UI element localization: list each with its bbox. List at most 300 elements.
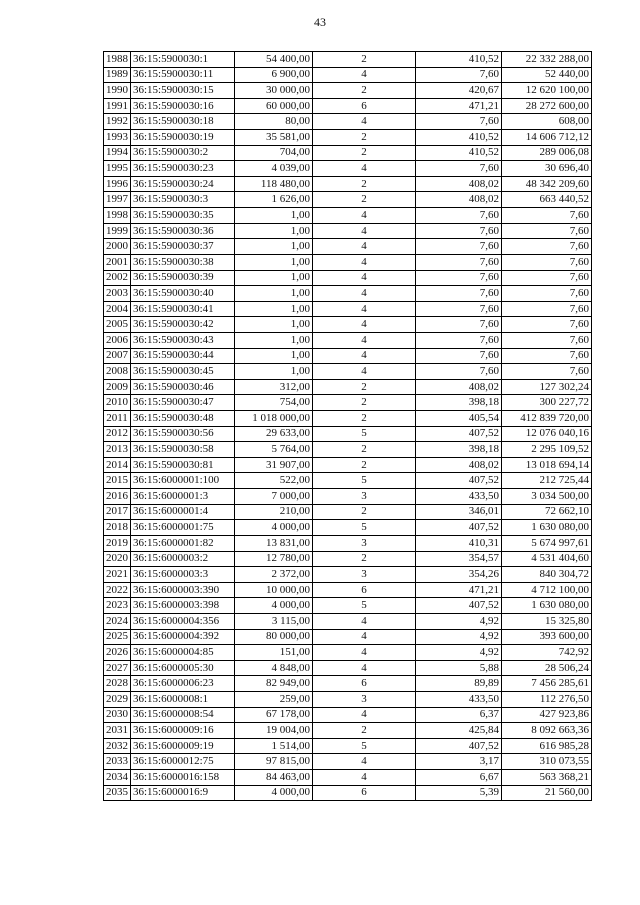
table-row [104, 145, 592, 161]
unit-rate-cell: 346,01 [416, 504, 502, 520]
table-row [104, 254, 592, 270]
cadastral-number-cell: 36:15:5900030:42 [131, 317, 235, 333]
category-code-cell: 4 [313, 707, 416, 723]
area-value-cell: 1,00 [235, 317, 313, 333]
cadastral-number-cell: 36:15:5900030:58 [131, 442, 235, 458]
table-row [104, 223, 592, 239]
row-number-cell: 1995 [104, 161, 131, 177]
area-value-cell: 1,00 [235, 239, 313, 255]
unit-rate-cell: 6,67 [416, 770, 502, 786]
area-value-cell: 54 400,00 [235, 52, 313, 68]
category-code-cell: 2 [313, 442, 416, 458]
unit-rate-cell: 7,60 [416, 348, 502, 364]
row-number-cell: 2008 [104, 364, 131, 380]
table-row [104, 754, 592, 770]
cadastral-number-cell: 36:15:5900030:37 [131, 239, 235, 255]
cadastral-value-cell: 412 839 720,00 [502, 411, 592, 427]
table-row [104, 332, 592, 348]
unit-rate-cell: 7,60 [416, 223, 502, 239]
table-row [104, 520, 592, 536]
table-row [104, 379, 592, 395]
cadastral-number-cell: 36:15:6000008:1 [131, 691, 235, 707]
area-value-cell: 19 004,00 [235, 723, 313, 739]
cadastral-number-cell: 36:15:5900030:47 [131, 395, 235, 411]
unit-rate-cell: 398,18 [416, 442, 502, 458]
category-code-cell: 4 [313, 613, 416, 629]
unit-rate-cell: 4,92 [416, 613, 502, 629]
row-number-cell: 2033 [104, 754, 131, 770]
cadastral-value-cell: 2 295 109,52 [502, 442, 592, 458]
unit-rate-cell: 410,31 [416, 535, 502, 551]
category-code-cell: 2 [313, 504, 416, 520]
area-value-cell: 80,00 [235, 114, 313, 130]
category-code-cell: 4 [313, 770, 416, 786]
cadastral-value-cell: 21 560,00 [502, 785, 592, 801]
unit-rate-cell: 4,92 [416, 629, 502, 645]
unit-rate-cell: 398,18 [416, 395, 502, 411]
table-row [104, 52, 592, 68]
category-code-cell: 2 [313, 83, 416, 99]
row-number-cell: 2018 [104, 520, 131, 536]
category-code-cell: 2 [313, 723, 416, 739]
cadastral-number-cell: 36:15:6000003:3 [131, 567, 235, 583]
area-value-cell: 82 949,00 [235, 676, 313, 692]
area-value-cell: 151,00 [235, 645, 313, 661]
row-number-cell: 2013 [104, 442, 131, 458]
row-number-cell: 2002 [104, 270, 131, 286]
cadastral-number-cell: 36:15:5900030:35 [131, 208, 235, 224]
unit-rate-cell: 408,02 [416, 457, 502, 473]
unit-rate-cell: 471,21 [416, 98, 502, 114]
cadastral-number-cell: 36:15:6000016:158 [131, 770, 235, 786]
table-row [104, 411, 592, 427]
area-value-cell: 80 000,00 [235, 629, 313, 645]
area-value-cell: 754,00 [235, 395, 313, 411]
cadastral-number-cell: 36:15:6000009:16 [131, 723, 235, 739]
cadastral-number-cell: 36:15:6000008:54 [131, 707, 235, 723]
unit-rate-cell: 7,60 [416, 254, 502, 270]
unit-rate-cell: 354,57 [416, 551, 502, 567]
table-row [104, 208, 592, 224]
unit-rate-cell: 407,52 [416, 473, 502, 489]
table-row [104, 83, 592, 99]
area-value-cell: 210,00 [235, 504, 313, 520]
row-number-cell: 2026 [104, 645, 131, 661]
category-code-cell: 4 [313, 67, 416, 83]
category-code-cell: 6 [313, 582, 416, 598]
cadastral-value-cell: 48 342 209,60 [502, 176, 592, 192]
cadastral-number-cell: 36:15:6000001:4 [131, 504, 235, 520]
unit-rate-cell: 6,37 [416, 707, 502, 723]
table-row [104, 738, 592, 754]
table-row [104, 426, 592, 442]
category-code-cell: 5 [313, 426, 416, 442]
cadastral-number-cell: 36:15:5900030:15 [131, 83, 235, 99]
category-code-cell: 4 [313, 348, 416, 364]
cadastral-value-cell: 7,60 [502, 317, 592, 333]
unit-rate-cell: 7,60 [416, 67, 502, 83]
area-value-cell: 84 463,00 [235, 770, 313, 786]
category-code-cell: 2 [313, 52, 416, 68]
category-code-cell: 4 [313, 114, 416, 130]
table-row [104, 130, 592, 146]
row-number-cell: 2031 [104, 723, 131, 739]
cadastral-value-cell: 7,60 [502, 364, 592, 380]
row-number-cell: 2021 [104, 567, 131, 583]
cadastral-value-cell: 28 272 600,00 [502, 98, 592, 114]
category-code-cell: 4 [313, 254, 416, 270]
table-row [104, 473, 592, 489]
cadastral-value-cell: 7,60 [502, 348, 592, 364]
category-code-cell: 2 [313, 145, 416, 161]
cadastral-value-cell: 112 276,50 [502, 691, 592, 707]
category-code-cell: 4 [313, 629, 416, 645]
table-row [104, 629, 592, 645]
row-number-cell: 1993 [104, 130, 131, 146]
area-value-cell: 1,00 [235, 364, 313, 380]
row-number-cell: 2016 [104, 489, 131, 505]
area-value-cell: 31 907,00 [235, 457, 313, 473]
row-number-cell: 2022 [104, 582, 131, 598]
table-row [104, 535, 592, 551]
area-value-cell: 522,00 [235, 473, 313, 489]
area-value-cell: 67 178,00 [235, 707, 313, 723]
category-code-cell: 4 [313, 317, 416, 333]
unit-rate-cell: 89,89 [416, 676, 502, 692]
cadastral-value-cell: 5 674 997,61 [502, 535, 592, 551]
cadastral-value-cell: 4 712 100,00 [502, 582, 592, 598]
table-row [104, 660, 592, 676]
table-row [104, 348, 592, 364]
area-value-cell: 97 815,00 [235, 754, 313, 770]
cadastral-number-cell: 36:15:6000005:30 [131, 660, 235, 676]
table-row [104, 98, 592, 114]
area-value-cell: 4 000,00 [235, 598, 313, 614]
row-number-cell: 1996 [104, 176, 131, 192]
cadastral-value-cell: 663 440,52 [502, 192, 592, 208]
table-row [104, 395, 592, 411]
area-value-cell: 704,00 [235, 145, 313, 161]
cadastral-number-cell: 36:15:5900030:18 [131, 114, 235, 130]
table-row [104, 192, 592, 208]
unit-rate-cell: 7,60 [416, 114, 502, 130]
category-code-cell: 2 [313, 395, 416, 411]
cadastral-number-cell: 36:15:6000003:2 [131, 551, 235, 567]
cadastral-value-cell: 7,60 [502, 239, 592, 255]
cadastral-number-cell: 36:15:6000003:390 [131, 582, 235, 598]
unit-rate-cell: 407,52 [416, 598, 502, 614]
category-code-cell: 2 [313, 411, 416, 427]
cadastral-number-cell: 36:15:5900030:39 [131, 270, 235, 286]
unit-rate-cell: 7,60 [416, 161, 502, 177]
row-number-cell: 1998 [104, 208, 131, 224]
cadastral-number-cell: 36:15:5900030:16 [131, 98, 235, 114]
area-value-cell: 4 000,00 [235, 520, 313, 536]
cadastral-number-cell: 36:15:5900030:19 [131, 130, 235, 146]
row-number-cell: 1988 [104, 52, 131, 68]
category-code-cell: 6 [313, 98, 416, 114]
cadastral-value-cell: 7 456 285,61 [502, 676, 592, 692]
row-number-cell: 2007 [104, 348, 131, 364]
cadastral-value-cell: 127 302,24 [502, 379, 592, 395]
cadastral-value-cell: 7,60 [502, 301, 592, 317]
unit-rate-cell: 408,02 [416, 192, 502, 208]
table-row [104, 317, 592, 333]
unit-rate-cell: 5,39 [416, 785, 502, 801]
table-body [104, 52, 592, 801]
row-number-cell: 2023 [104, 598, 131, 614]
area-value-cell: 1,00 [235, 301, 313, 317]
table-row [104, 176, 592, 192]
cadastral-value-cell: 12 620 100,00 [502, 83, 592, 99]
table-row [104, 67, 592, 83]
cadastral-value-cell: 1 630 080,00 [502, 598, 592, 614]
table-row [104, 114, 592, 130]
row-number-cell: 2010 [104, 395, 131, 411]
unit-rate-cell: 410,52 [416, 130, 502, 146]
category-code-cell: 4 [313, 239, 416, 255]
row-number-cell: 1989 [104, 67, 131, 83]
cadastral-number-cell: 36:15:5900030:45 [131, 364, 235, 380]
category-code-cell: 4 [313, 301, 416, 317]
table-row [104, 567, 592, 583]
category-code-cell: 4 [313, 208, 416, 224]
page-number: 43 [314, 15, 326, 29]
cadastral-value-cell: 310 073,55 [502, 754, 592, 770]
row-number-cell: 2011 [104, 411, 131, 427]
area-value-cell: 312,00 [235, 379, 313, 395]
cadastral-number-cell: 36:15:6000012:75 [131, 754, 235, 770]
cadastral-value-cell: 28 506,24 [502, 660, 592, 676]
row-number-cell: 2014 [104, 457, 131, 473]
area-value-cell: 4 000,00 [235, 785, 313, 801]
category-code-cell: 5 [313, 738, 416, 754]
unit-rate-cell: 407,52 [416, 426, 502, 442]
cadastral-value-cell: 7,60 [502, 223, 592, 239]
table-row [104, 691, 592, 707]
cadastral-number-cell: 36:15:5900030:48 [131, 411, 235, 427]
area-value-cell: 1,00 [235, 286, 313, 302]
cadastral-value-cell: 608,00 [502, 114, 592, 130]
cadastral-value-cell: 12 076 040,16 [502, 426, 592, 442]
table-row [104, 613, 592, 629]
table-row [104, 364, 592, 380]
row-number-cell: 1997 [104, 192, 131, 208]
unit-rate-cell: 7,60 [416, 270, 502, 286]
table-row [104, 161, 592, 177]
row-number-cell: 2035 [104, 785, 131, 801]
area-value-cell: 1,00 [235, 254, 313, 270]
cadastral-number-cell: 36:15:5900030:2 [131, 145, 235, 161]
area-value-cell: 3 115,00 [235, 613, 313, 629]
cadastral-value-cell: 3 034 500,00 [502, 489, 592, 505]
cadastral-value-cell: 7,60 [502, 270, 592, 286]
category-code-cell: 2 [313, 457, 416, 473]
unit-rate-cell: 407,52 [416, 520, 502, 536]
unit-rate-cell: 433,50 [416, 489, 502, 505]
cadastral-number-cell: 36:15:6000006:23 [131, 676, 235, 692]
row-number-cell: 2012 [104, 426, 131, 442]
row-number-cell: 2006 [104, 332, 131, 348]
category-code-cell: 3 [313, 489, 416, 505]
cadastral-number-cell: 36:15:5900030:36 [131, 223, 235, 239]
unit-rate-cell: 7,60 [416, 239, 502, 255]
category-code-cell: 4 [313, 223, 416, 239]
area-value-cell: 60 000,00 [235, 98, 313, 114]
land-plots-table [103, 51, 592, 801]
cadastral-value-cell: 1 630 080,00 [502, 520, 592, 536]
row-number-cell: 2004 [104, 301, 131, 317]
cadastral-value-cell: 616 985,28 [502, 738, 592, 754]
unit-rate-cell: 7,60 [416, 208, 502, 224]
unit-rate-cell: 410,52 [416, 52, 502, 68]
cadastral-value-cell: 52 440,00 [502, 67, 592, 83]
table-row [104, 645, 592, 661]
cadastral-number-cell: 36:15:5900030:23 [131, 161, 235, 177]
row-number-cell: 2025 [104, 629, 131, 645]
unit-rate-cell: 354,26 [416, 567, 502, 583]
row-number-cell: 2015 [104, 473, 131, 489]
unit-rate-cell: 7,60 [416, 286, 502, 302]
cadastral-value-cell: 563 368,21 [502, 770, 592, 786]
area-value-cell: 1 626,00 [235, 192, 313, 208]
cadastral-value-cell: 289 006,08 [502, 145, 592, 161]
category-code-cell: 4 [313, 660, 416, 676]
area-value-cell: 35 581,00 [235, 130, 313, 146]
table-row [104, 770, 592, 786]
unit-rate-cell: 433,50 [416, 691, 502, 707]
cadastral-number-cell: 36:15:6000003:398 [131, 598, 235, 614]
row-number-cell: 1999 [104, 223, 131, 239]
cadastral-number-cell: 36:15:5900030:40 [131, 286, 235, 302]
cadastral-value-cell: 4 531 404,60 [502, 551, 592, 567]
cadastral-number-cell: 36:15:5900030:3 [131, 192, 235, 208]
table-row [104, 504, 592, 520]
category-code-cell: 5 [313, 473, 416, 489]
cadastral-value-cell: 13 018 694,14 [502, 457, 592, 473]
cadastral-number-cell: 36:15:6000001:82 [131, 535, 235, 551]
unit-rate-cell: 471,21 [416, 582, 502, 598]
row-number-cell: 1992 [104, 114, 131, 130]
unit-rate-cell: 3,17 [416, 754, 502, 770]
table-row [104, 551, 592, 567]
area-value-cell: 259,00 [235, 691, 313, 707]
cadastral-number-cell: 36:15:6000004:392 [131, 629, 235, 645]
unit-rate-cell: 7,60 [416, 301, 502, 317]
table-row [104, 723, 592, 739]
row-number-cell: 2027 [104, 660, 131, 676]
cadastral-number-cell: 36:15:6000001:75 [131, 520, 235, 536]
cadastral-value-cell: 30 696,40 [502, 161, 592, 177]
area-value-cell: 2 372,00 [235, 567, 313, 583]
area-value-cell: 13 831,00 [235, 535, 313, 551]
cadastral-value-cell: 742,92 [502, 645, 592, 661]
area-value-cell: 4 848,00 [235, 660, 313, 676]
row-number-cell: 2003 [104, 286, 131, 302]
unit-rate-cell: 425,84 [416, 723, 502, 739]
cadastral-number-cell: 36:15:5900030:44 [131, 348, 235, 364]
unit-rate-cell: 408,02 [416, 176, 502, 192]
category-code-cell: 2 [313, 379, 416, 395]
cadastral-number-cell: 36:15:5900030:1 [131, 52, 235, 68]
category-code-cell: 2 [313, 176, 416, 192]
unit-rate-cell: 410,52 [416, 145, 502, 161]
cadastral-number-cell: 36:15:5900030:38 [131, 254, 235, 270]
unit-rate-cell: 405,54 [416, 411, 502, 427]
area-value-cell: 12 780,00 [235, 551, 313, 567]
category-code-cell: 2 [313, 192, 416, 208]
row-number-cell: 1990 [104, 83, 131, 99]
cadastral-number-cell: 36:15:6000009:19 [131, 738, 235, 754]
table-row [104, 457, 592, 473]
unit-rate-cell: 420,67 [416, 83, 502, 99]
category-code-cell: 2 [313, 130, 416, 146]
row-number-cell: 1994 [104, 145, 131, 161]
table-row [104, 301, 592, 317]
unit-rate-cell: 407,52 [416, 738, 502, 754]
area-value-cell: 5 764,00 [235, 442, 313, 458]
cadastral-value-cell: 840 304,72 [502, 567, 592, 583]
category-code-cell: 5 [313, 520, 416, 536]
cadastral-number-cell: 36:15:5900030:81 [131, 457, 235, 473]
table-row [104, 239, 592, 255]
category-code-cell: 4 [313, 754, 416, 770]
cadastral-number-cell: 36:15:5900030:46 [131, 379, 235, 395]
cadastral-value-cell: 212 725,44 [502, 473, 592, 489]
row-number-cell: 2034 [104, 770, 131, 786]
category-code-cell: 4 [313, 161, 416, 177]
category-code-cell: 5 [313, 598, 416, 614]
area-value-cell: 1,00 [235, 270, 313, 286]
category-code-cell: 2 [313, 551, 416, 567]
area-value-cell: 10 000,00 [235, 582, 313, 598]
unit-rate-cell: 408,02 [416, 379, 502, 395]
area-value-cell: 6 900,00 [235, 67, 313, 83]
row-number-cell: 2017 [104, 504, 131, 520]
row-number-cell: 2020 [104, 551, 131, 567]
cadastral-number-cell: 36:15:5900030:41 [131, 301, 235, 317]
area-value-cell: 1,00 [235, 332, 313, 348]
table-row [104, 598, 592, 614]
row-number-cell: 2019 [104, 535, 131, 551]
category-code-cell: 3 [313, 567, 416, 583]
unit-rate-cell: 7,60 [416, 364, 502, 380]
cadastral-value-cell: 15 325,80 [502, 613, 592, 629]
table-row [104, 582, 592, 598]
category-code-cell: 4 [313, 332, 416, 348]
table-row [104, 286, 592, 302]
row-number-cell: 1991 [104, 98, 131, 114]
category-code-cell: 6 [313, 785, 416, 801]
cadastral-number-cell: 36:15:5900030:24 [131, 176, 235, 192]
table-row [104, 676, 592, 692]
cadastral-value-cell: 7,60 [502, 254, 592, 270]
area-value-cell: 118 480,00 [235, 176, 313, 192]
category-code-cell: 3 [313, 535, 416, 551]
cadastral-value-cell: 427 923,86 [502, 707, 592, 723]
row-number-cell: 2000 [104, 239, 131, 255]
cadastral-number-cell: 36:15:6000004:356 [131, 613, 235, 629]
cadastral-value-cell: 8 092 663,36 [502, 723, 592, 739]
unit-rate-cell: 7,60 [416, 332, 502, 348]
category-code-cell: 6 [313, 676, 416, 692]
table-row [104, 785, 592, 801]
unit-rate-cell: 4,92 [416, 645, 502, 661]
row-number-cell: 2032 [104, 738, 131, 754]
category-code-cell: 4 [313, 645, 416, 661]
area-value-cell: 1,00 [235, 208, 313, 224]
table-row [104, 707, 592, 723]
